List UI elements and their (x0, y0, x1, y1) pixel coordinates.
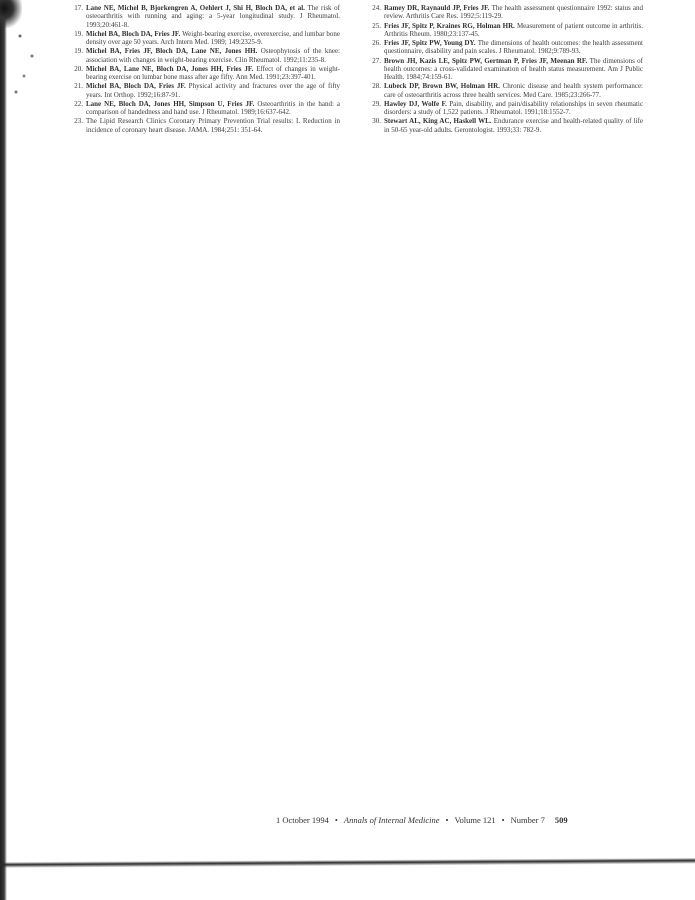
reference-citation: Effect of changes in weight-bearing exercise on lumbar bone mass after age fifty. Ann Med. 1991;23:397-401. (86, 64, 340, 82)
reference-number: 19. (74, 29, 83, 38)
footer-separator: • (445, 815, 449, 825)
reference-authors: Stewart AL, King AC, Haskell WL. (384, 117, 494, 126)
reference-item (70, 65, 340, 82)
reference-item (368, 39, 643, 56)
reference-list-left-column (70, 4, 340, 135)
reference-authors: Ramey DR, Raynauld JP, Fries JF. (384, 4, 492, 12)
reference-citation: The Lipid Research Clinics Coronary Primary Prevention Trial results: I. Reduction in incidence of coronary heart disease. JAMA. 1984;251: 351-64. (86, 117, 340, 134)
reference-item (70, 4, 340, 29)
reference-item (70, 82, 340, 99)
reference-number: 26. (372, 39, 381, 47)
reference-item (368, 100, 643, 117)
reference-number: 29. (372, 99, 381, 108)
reference-number: 22. (74, 99, 83, 108)
reference-citation: Endurance exercise and health-related quality of life in 50-65 year-old adults. Gerontologist. 1993;33: 782-9. (384, 117, 643, 134)
reference-item (70, 30, 340, 47)
reference-authors: Lubeck DP, Brown BW, Holman HR. (384, 82, 503, 91)
footer-separator: • (334, 815, 338, 825)
reference-authors: Michel BA, Bloch DA, Fries JF. (86, 29, 183, 38)
reference-number: 28. (372, 82, 381, 91)
reference-citation: Pain, disability, and pain/disability relationships in seven rheumatic disorders: a study of 1,522 patients. J Rheumatol. 1991;18:1552-7. (384, 99, 643, 117)
reference-citation: Measurement of patient outcome in arthritis. Arthritis Rheum. 1980;23:137-45. (384, 21, 644, 38)
reference-number: 24. (372, 4, 381, 12)
scan-edge-shadow-bottom (0, 858, 695, 868)
reference-citation: The health assessment questionnaire 1992: status and review. Arthritis Care Res. 1992;5:119-29. (384, 4, 643, 21)
reference-authors: Lane NE, Michel B, Bjorkengren A, Oehlert J, Shi H, Bloch DA, et al. (86, 4, 308, 12)
reference-number: 25. (372, 21, 381, 30)
scan-edge-shadow (0, 0, 7, 900)
reference-item (368, 117, 643, 134)
reference-authors: Lane NE, Bloch DA, Jones HH, Simpson U, Fries JF. (86, 99, 258, 108)
reference-list-right-column (368, 4, 643, 135)
scan-speckle-marks (8, 20, 48, 100)
footer-separator: • (501, 815, 505, 825)
reference-authors: Michel BA, Fries JF, Bloch DA, Lane NE, Jones HH. (86, 47, 261, 56)
issue-date: 1 October 1994 (276, 815, 329, 825)
reference-number: 19. (74, 47, 83, 56)
reference-authors: Fries JF, Spitz PW, Young DY. (384, 39, 478, 47)
reference-citation: The dimensions of health outcomes: the health assessment questionnaire, disability and pain scales. J Rheumatol. 1982;9:789-93. (384, 39, 643, 56)
reference-authors: Fries JF, Spitz P, Kraines RG, Holman HR. (384, 21, 517, 30)
reference-item (70, 100, 340, 117)
reference-item (368, 82, 643, 99)
reference-citation: Chronic disease and health system performance: care of osteoarthritis across three health services. Med Care. 1985;23:266-77. (384, 82, 643, 99)
reference-item (368, 57, 643, 82)
reference-item (368, 4, 643, 21)
reference-citation: The dimensions of health outcomes: a cross-validated examination of health status measurement. Am J Public Health. 1984;74:159-61. (384, 56, 643, 82)
reference-citation: Weight-bearing exercise, overexercise, and lumbar bone density over age 50 years. Arch Intern Med. 1989; 149:2325-9. (86, 29, 341, 47)
reference-number: 30. (372, 117, 381, 126)
reference-citation: The risk of osteoarthritis with running and aging: a 5-year longitudinal study. J Rheumatol. 1993;20:461-8. (86, 4, 340, 29)
reference-item (70, 47, 340, 64)
issue-number-label: Number 7 (510, 815, 545, 825)
reference-number: 17. (74, 4, 83, 12)
reference-item (368, 22, 643, 39)
reference-authors: Michel BA, Bloch DA, Fries JF. (86, 82, 189, 91)
reference-number: 21. (74, 82, 83, 91)
reference-number: 20. (74, 64, 83, 73)
reference-citation: Osteophytosis of the knee: association with changes in weight-bearing exercise. Clin Rheumatol. 1992;11:235-8. (86, 47, 340, 64)
reference-authors: Brown JH, Kazis LE, Spitz PW, Gertman P, Fries JF, Meenan RF. (384, 56, 590, 65)
reference-number: 23. (74, 117, 83, 126)
reference-authors: Michel BA, Lane NE, Bloch DA, Jones HH, Fries JF. (86, 64, 257, 73)
reference-authors: Hawley DJ, Wolfe F. (384, 99, 450, 108)
volume-label: Volume 121 (454, 815, 496, 825)
reference-item (70, 117, 340, 134)
page-number: 509 (554, 815, 568, 825)
page-footer (276, 815, 636, 825)
journal-title: Annals of Internal Medicine (343, 815, 440, 825)
reference-citation: Osteoarthritis in the hand: a comparison of handedness and hand use. J Rheumatol. 1989;16:637-642. (86, 99, 340, 117)
reference-number: 27. (372, 56, 381, 65)
reference-citation: Physical activity and fractures over the age of fifty years. Int Orthop. 1992;16:87-91. (86, 82, 340, 99)
